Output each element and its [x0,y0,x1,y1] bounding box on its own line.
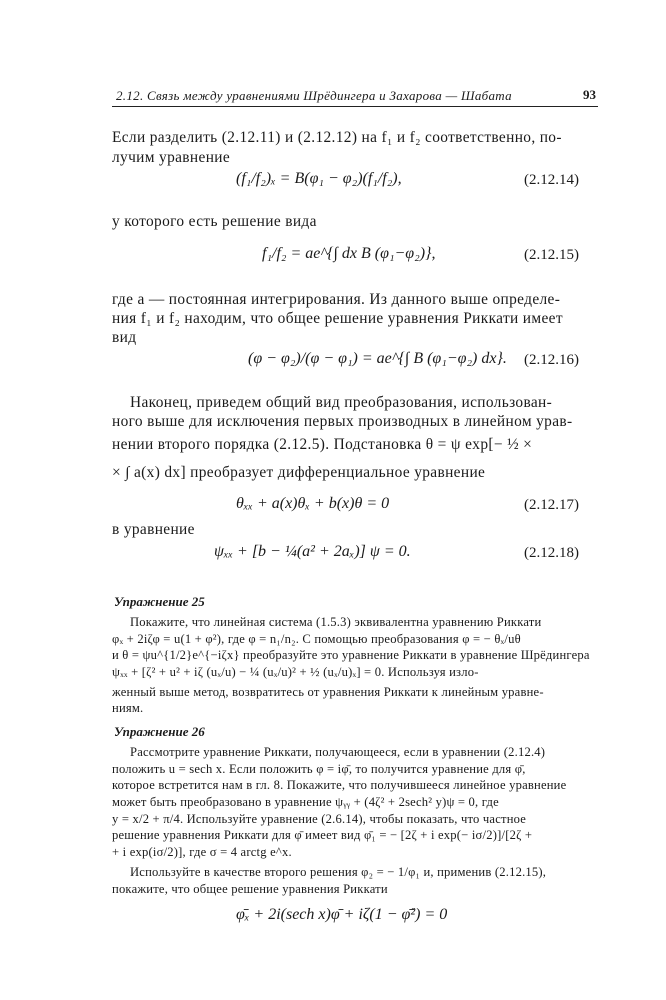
exercise-heading: Упражнение 26 [114,724,205,739]
paragraph-line: ния f₁ и f₂ находим, что общее решение уравнения Риккати имеет [112,310,563,327]
paragraph-line: в уравнение [112,521,195,538]
exercise-line: φₓ + 2iζφ = u(1 + φ²), где φ = n₁/n₂. С помощью преобразования φ = − θₓ/uθ [112,632,521,646]
equation-number: (2.12.14) [524,172,579,188]
paragraph-line: × ∫ a(x) dx] преобразует дифференциальное уравнение [112,464,486,481]
equation-2-12-17: θₓₓ + a(x)θₓ + b(x)θ = 0 [236,495,390,512]
exercise-line: положить u = sech x. Если положить φ = iφ̄, то получится уравнение для φ̄, [112,762,526,776]
paragraph-line: нении второго порядка (2.12.5). Подстановка θ = ψ exp[− ½ × [112,436,533,453]
page-number: 93 [583,87,596,102]
exercise-line: которое встретится нам в гл. 8. Покажите, что получившееся линейное уравнение [112,778,567,792]
exercise-line: ниям. [112,701,144,715]
exercise-line: + i exp(iσ/2)], где σ = 4 arctg e^x. [112,845,292,859]
exercise-line: y = x/2 + π/4. Используйте уравнение (2.6.14), чтобы показать, что частное [112,812,527,826]
exercise-line: Покажите, что линейная система (1.5.3) эквивалентна уравнению Риккати [130,615,542,629]
equation-2-12-14: (f₁/f₂)ₓ = B(φ₁ − φ₂)(f₁/f₂), [236,170,402,187]
exercise-line: может быть преобразовано в уравнение ψᵧᵧ + (4ζ² + 2sech² y)ψ = 0, где [112,795,499,809]
exercise-heading: Упражнение 25 [114,594,205,609]
exercise-line: и θ = ψu^{1/2}e^{−iζx} преобразуйте это уравнение Риккати в уравнение Шрёдингера [112,648,590,662]
paragraph-line: вид [112,329,137,346]
exercise-line: покажите, что общее решение уравнения Риккати [112,882,388,896]
equation-number: (2.12.18) [524,545,579,561]
paragraph-line: у которого есть решение вида [112,213,317,230]
riccati-equation: φ̄ₓ + 2i(sech x)φ̄ + iζ(1 − φ̄²) = 0 [236,906,448,923]
paragraph-line: ного выше для исключения первых производных в линейном урав- [112,413,573,430]
equation-number: (2.12.17) [524,497,579,513]
exercise-line: ψₓₓ + [ζ² + u² + iζ (uₓ/u) − ¼ (uₓ/u)² + ½ (uₓ/u)ₓ] = 0. Используя изло- [112,665,479,679]
paragraph-line: где a — постоянная интегрирования. Из данного выше определе- [112,291,561,308]
equation-2-12-16: (φ − φ₂)/(φ − φ₁) = ae^{∫ B (φ₁−φ₂) dx}. [248,350,507,367]
section-title: 2.12. Связь между уравнениями Шрёдингера и Захарова — Шабата [116,88,512,103]
exercise-line: решение уравнения Риккати для φ̄ имеет вид φ̄₁ = − [2ζ + i exp(− iσ/2)]/[2ζ + [112,828,533,842]
exercise-line: Используйте в качестве второго решения φ₂ = − 1/φ₁ и, применив (2.12.15), [130,865,547,879]
exercise-line: женный выше метод, возвратитесь от уравнения Риккати к линейным уравне- [112,685,544,699]
paragraph-line: Если разделить (2.12.11) и (2.12.12) на f₁ и f₂ соответственно, по- [112,129,562,146]
equation-number: (2.12.16) [524,352,579,368]
paragraph-line: лучим уравнение [112,149,231,166]
equation-2-12-15: f₁/f₂ = ae^{∫ dx B (φ₁−φ₂)}, [262,245,436,262]
paragraph-line: Наконец, приведем общий вид преобразования, использован- [130,394,553,411]
exercise-line: Рассмотрите уравнение Риккати, получающееся, если в уравнении (2.12.4) [130,745,546,759]
running-header [112,86,598,107]
equation-2-12-18: ψₓₓ + [b − ¼(a² + 2aₓ)] ψ = 0. [214,543,411,560]
equation-number: (2.12.15) [524,247,579,263]
